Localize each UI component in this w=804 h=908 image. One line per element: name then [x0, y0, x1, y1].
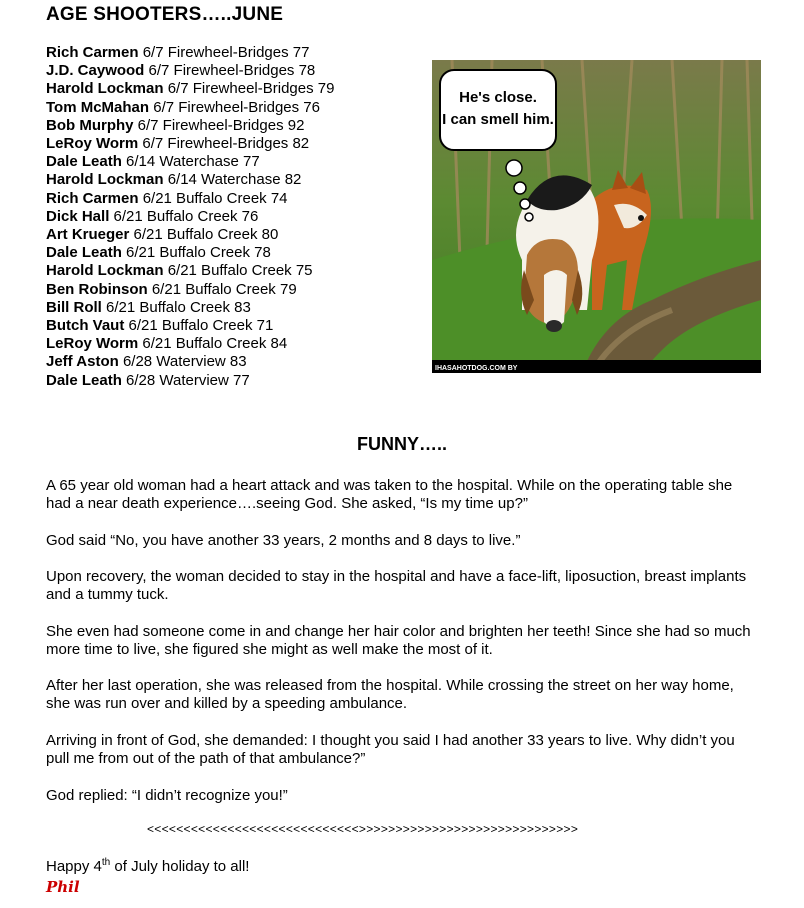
score-detail: 6/21 Buffalo Creek 78: [121, 244, 271, 262]
joke-paragraph: She even had someone come in and change her hair color and brighten her teeth! Since she had so much more time to live, she figured she might as well make the most of it.: [46, 623, 751, 658]
score-detail: 6/21 Buffalo Creek 84: [138, 335, 288, 353]
image-credit: IHASAHOTDOG.COM BY: [435, 365, 518, 372]
bubble-line-1: He's close.: [459, 89, 537, 106]
shooter-name: Art Krueger: [46, 226, 130, 244]
list-item: [46, 135, 334, 153]
shooter-name: Rich Carmen: [46, 189, 139, 207]
score-detail: 6/7 Firewheel-Bridges 76: [149, 98, 320, 116]
score-detail: 6/7 Firewheel-Bridges 78: [144, 62, 316, 80]
score-detail: 6/21 Buffalo Creek 79: [147, 280, 297, 298]
list-item: [46, 117, 334, 135]
list-item: [46, 171, 334, 189]
divider-line: <<<<<<<<<<<<<<<<<<<<<<<<<<<<<>>>>>>>>>>>>>>>>>>>>>>>>>>>>>>: [147, 822, 579, 836]
list-item: [46, 372, 334, 390]
shooter-name: Dale Leath: [46, 153, 122, 171]
page-title: AGE SHOOTERS…..JUNE: [46, 4, 284, 25]
list-item: [46, 353, 334, 371]
list-item: [46, 262, 334, 280]
shooter-name: Butch Vaut: [46, 317, 125, 335]
joke-paragraph: God said “No, you have another 33 years, 2 months and 8 days to live.”: [46, 532, 521, 549]
funny-heading: FUNNY…..: [357, 434, 447, 454]
list-item: [46, 335, 334, 353]
score-detail: 6/28 Waterview 77: [121, 371, 250, 389]
list-item: [46, 226, 334, 244]
list-item: [46, 99, 334, 117]
joke-paragraph: A 65 year old woman had a heart attack and was taken to the hospital. While on the operating table she had a near death experience….seeing God. She asked, “Is my time up?”: [46, 477, 733, 512]
list-item: [46, 299, 334, 317]
list-item: [46, 208, 334, 226]
shooter-name: Harold Lockman: [46, 80, 164, 98]
list-item: [46, 44, 334, 62]
list-item: [46, 153, 334, 171]
shooter-name: Dale Leath: [46, 371, 122, 389]
shooter-name: Tom McMahan: [46, 98, 150, 116]
joke-paragraph: Arriving in front of God, she demanded: I thought you said I had another 33 years to live. Why didn’t you pull me from out of the path of that ambulance?”: [46, 732, 735, 767]
score-detail: 6/21 Buffalo Creek 80: [129, 226, 279, 244]
speech-bubble: [440, 70, 556, 150]
holiday-text-end: of July holiday to all!: [110, 858, 250, 875]
signature: Phil: [46, 878, 80, 896]
list-item: [46, 281, 334, 299]
shooter-name: Jeff Aston: [46, 353, 119, 371]
shooter-name: J.D. Caywood: [46, 62, 145, 80]
score-detail: 6/21 Buffalo Creek 75: [163, 262, 313, 280]
score-detail: 6/21 Buffalo Creek 83: [101, 298, 251, 316]
score-detail: 6/21 Buffalo Creek 74: [138, 189, 288, 207]
holiday-greeting: [46, 857, 249, 875]
shooter-name: Bill Roll: [46, 298, 102, 316]
shooter-name: LeRoy Worm: [46, 335, 139, 353]
bubble-line-2: I can smell him.: [442, 111, 554, 128]
age-shooters-list: [46, 44, 334, 390]
list-item: [46, 244, 334, 262]
shooter-name: LeRoy Worm: [46, 135, 139, 153]
score-detail: 6/14 Waterchase 82: [163, 171, 302, 189]
shooter-name: Ben Robinson: [46, 280, 148, 298]
score-detail: 6/21 Buffalo Creek 76: [109, 207, 259, 225]
list-item: [46, 62, 334, 80]
score-detail: 6/7 Firewheel-Bridges 77: [138, 44, 310, 61]
score-detail: 6/7 Firewheel-Bridges 92: [133, 116, 305, 134]
holiday-superscript: th: [101, 857, 111, 868]
list-item: [46, 80, 334, 98]
shooter-name: Dale Leath: [46, 244, 122, 262]
shooter-name: Dick Hall: [46, 207, 110, 225]
list-item: [46, 190, 334, 208]
score-detail: 6/7 Firewheel-Bridges 82: [138, 135, 310, 153]
shooter-name: Harold Lockman: [46, 171, 164, 189]
score-detail: 6/14 Waterchase 77: [121, 153, 260, 171]
score-detail: 6/7 Firewheel-Bridges 79: [163, 80, 335, 98]
shooter-name: Rich Carmen: [46, 44, 139, 61]
score-detail: 6/21 Buffalo Creek 71: [124, 317, 274, 335]
joke-paragraph: After her last operation, she was released from the hospital. While crossing the street on her way home, she was run over and killed by a speeding ambulance.: [46, 677, 734, 712]
holiday-text-start: Happy 4: [46, 858, 102, 875]
joke-paragraph: God replied: “I didn’t recognize you!”: [46, 787, 288, 804]
joke-paragraph: Upon recovery, the woman decided to stay in the hospital and have a face-lift, liposuction, breast implants and a tummy tuck.: [46, 568, 747, 603]
shooter-name: Harold Lockman: [46, 262, 164, 280]
dog-and-fox-photo: [432, 60, 761, 373]
dog-figure: [516, 175, 598, 332]
score-detail: 6/28 Waterview 83: [118, 353, 247, 371]
list-item: [46, 317, 334, 335]
shooter-name: Bob Murphy: [46, 116, 134, 134]
